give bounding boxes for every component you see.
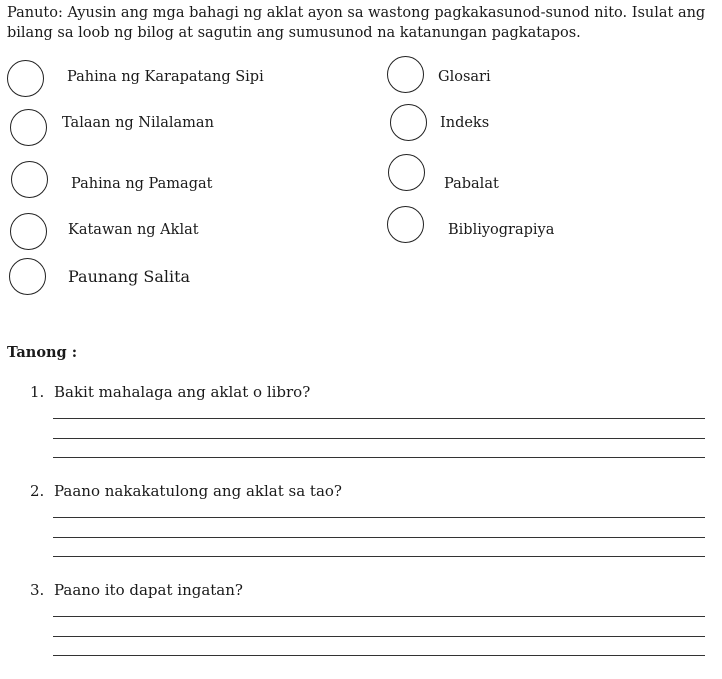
answer-line[interactable] bbox=[53, 517, 705, 518]
answer-circle-right-3[interactable] bbox=[388, 154, 425, 191]
question-text: Paano nakakatulong ang aklat sa tao? bbox=[54, 482, 342, 500]
answer-circle-left-4[interactable] bbox=[10, 213, 47, 250]
answer-line[interactable] bbox=[53, 438, 705, 439]
question-text: Bakit mahalaga ang aklat o libro? bbox=[54, 383, 311, 401]
answer-line[interactable] bbox=[53, 556, 705, 557]
answer-circle-left-3[interactable] bbox=[11, 161, 48, 198]
item-label-left-3: Pahina ng Pamagat bbox=[71, 176, 213, 192]
question-2 bbox=[30, 482, 342, 500]
question-3 bbox=[30, 581, 243, 599]
answer-line[interactable] bbox=[53, 636, 705, 637]
item-label-left-5: Paunang Salita bbox=[68, 267, 191, 286]
answer-line[interactable] bbox=[53, 537, 705, 538]
questions-heading: Tanong : bbox=[7, 344, 78, 361]
answer-circle-right-2[interactable] bbox=[390, 104, 427, 141]
answer-line[interactable] bbox=[53, 457, 705, 458]
question-number: 2. bbox=[30, 482, 45, 500]
answer-line[interactable] bbox=[53, 418, 705, 419]
item-label-left-1: Pahina ng Karapatang Sipi bbox=[67, 69, 264, 85]
item-label-right-2: Indeks bbox=[440, 115, 490, 131]
answer-circle-left-5[interactable] bbox=[9, 258, 46, 295]
item-label-left-4: Katawan ng Aklat bbox=[68, 222, 199, 238]
item-label-right-1: Glosari bbox=[438, 69, 491, 85]
answer-circle-right-1[interactable] bbox=[387, 56, 424, 93]
answer-circle-right-4[interactable] bbox=[387, 206, 424, 243]
answer-line[interactable] bbox=[53, 616, 705, 617]
question-text: Paano ito dapat ingatan? bbox=[54, 581, 243, 599]
question-number: 1. bbox=[30, 383, 45, 401]
instructions-text: Panuto: Ayusin ang mga bahagi ng aklat ayon sa wastong pagkakasunod-sunod nito. Isulat ang bilang sa loob ng bilog at sagutin ang sumusunod na katanungan pagkatapos. bbox=[7, 5, 706, 41]
item-label-left-2: Talaan ng Nilalaman bbox=[62, 115, 214, 131]
question-1 bbox=[30, 383, 310, 401]
answer-line[interactable] bbox=[53, 655, 705, 656]
item-label-right-4: Bibliyograpiya bbox=[448, 222, 555, 238]
answer-circle-left-2[interactable] bbox=[10, 109, 47, 146]
answer-circle-left-1[interactable] bbox=[7, 60, 44, 97]
question-number: 3. bbox=[30, 581, 45, 599]
item-label-right-3: Pabalat bbox=[444, 176, 499, 192]
